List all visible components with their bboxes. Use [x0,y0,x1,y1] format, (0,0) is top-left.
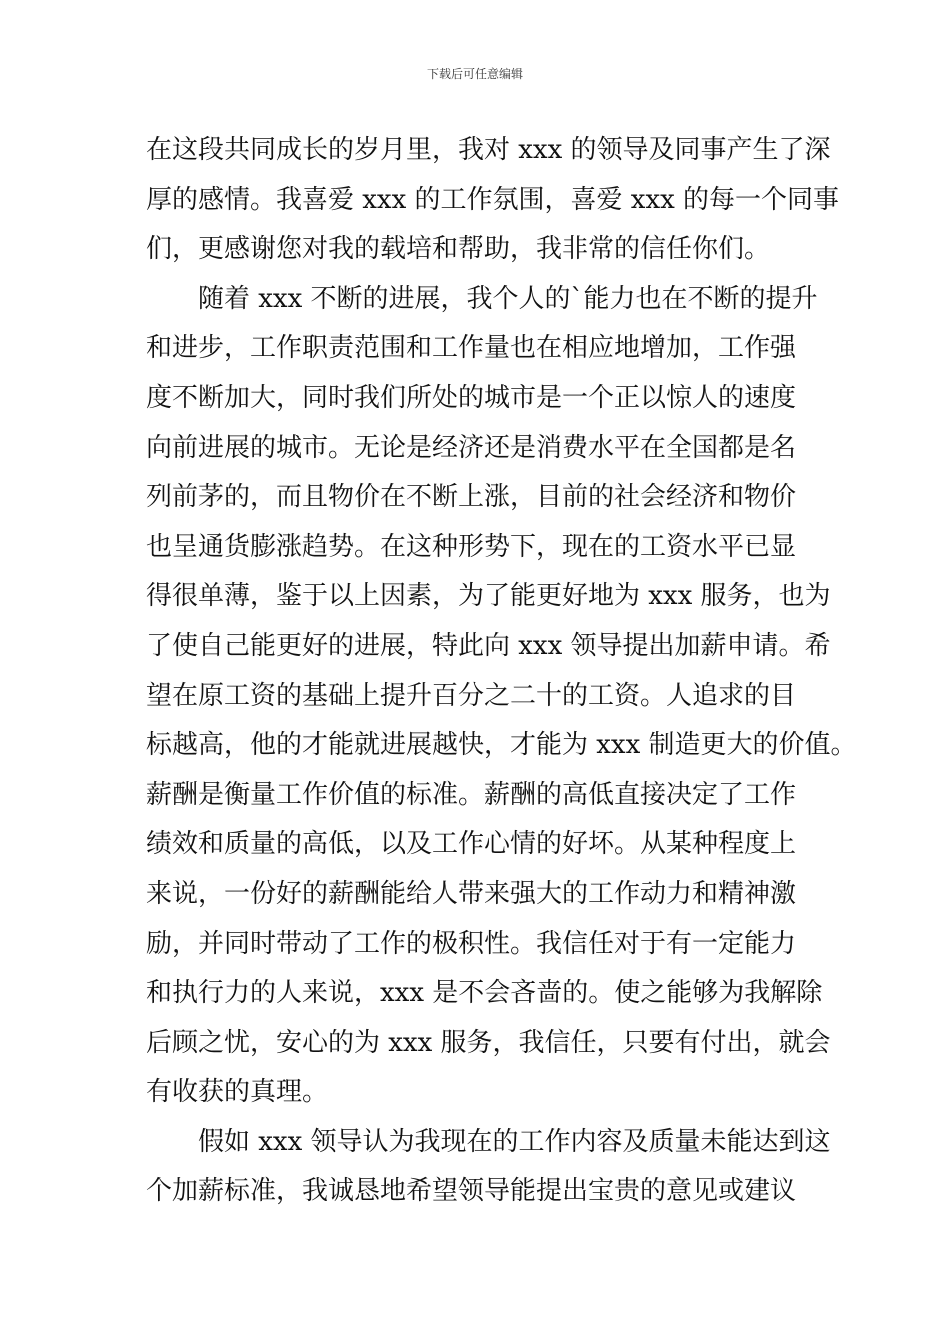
text-line: 励，并同时带动了工作的极积性。我信任对于有一定能力 [146,928,797,959]
text-line: 度不断加大，同时我们所处的城市是一个正以惊人的速度 [146,382,797,413]
text-line: 们，更感谢您对我的载培和帮助，我非常的信任你们。 [146,234,771,265]
text-line: 和进步，工作职责范围和工作量也在相应地增加，工作强 [146,333,797,364]
text-line: 绩效和质量的高低，以及工作心情的好坏。从某种程度上 [146,829,797,860]
text-line: 了使自己能更好的进展，特此向 xxx 领导提出加薪申请。希 [146,630,831,661]
text-line: 后顾之忧，安心的为 xxx 服务，我信任，只要有付出，就会 [146,1027,831,1058]
text-line: 有收获的真理。 [146,1077,329,1108]
text-line: 个加薪标准，我诚恳地希望领导能提出宝贵的意见或建议 [146,1176,797,1207]
text-line: 来说，一份好的薪酬能给人带来强大的工作动力和精神激 [146,878,797,909]
page-header: 下载后可任意编辑 [426,67,523,81]
text-line: 厚的感情。我喜爱 xxx 的工作氛围，喜爱 xxx 的每一个同事 [146,184,840,215]
body-text [146,126,857,1217]
text-line: 和执行力的人来说，xxx 是不会吝啬的。使之能够为我解除 [146,978,823,1009]
text-line: 在这段共同成长的岁月里，我对 xxx 的领导及同事产生了深 [146,135,831,165]
text-line: 也呈通货膨涨趋势。在这种形势下，现在的工资水平已显 [146,531,797,562]
text-line: 列前茅的，而且物价在不断上涨，目前的社会经济和物价 [146,482,797,513]
text-line: 标越高，他的才能就进展越快，才能为 xxx 制造更大的价值。 [146,730,857,761]
text-line: 向前进展的城市。无论是经济还是消费水平在全国都是名 [146,432,797,463]
text-line: 假如 xxx 领导认为我现在的工作内容及质量未能达到这 [198,1126,831,1157]
text-line: 薪酬是衡量工作价值的标准。薪酬的高低直接决定了工作 [146,779,797,810]
text-line: 随着 xxx 不断的进展，我个人的`能力也在不断的提升 [198,283,818,314]
text-line: 得很单薄，鉴于以上因素，为了能更好地为 xxx 服务，也为 [146,581,831,612]
text-line: 望在原工资的基础上提升百分之二十的工资。人追求的目 [146,680,797,711]
